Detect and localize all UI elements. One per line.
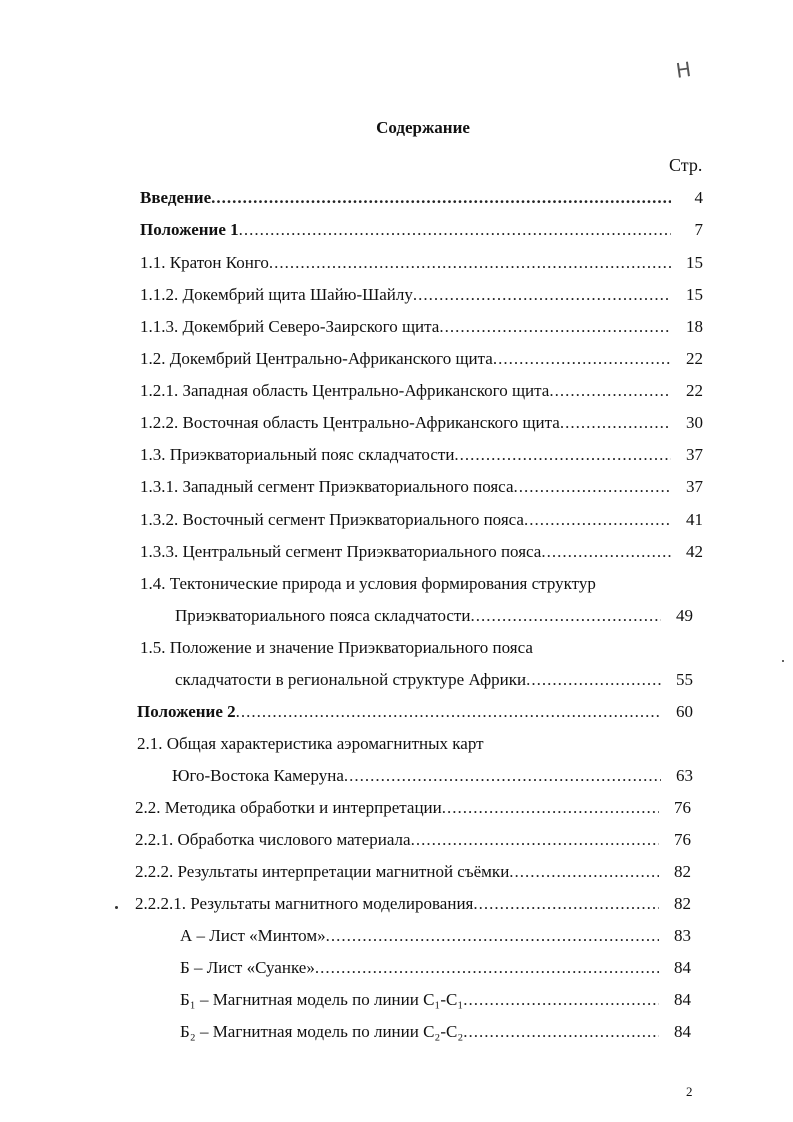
leader-dots — [239, 218, 671, 242]
leader-dots — [541, 540, 671, 564]
toc-entry-page: 76 — [674, 830, 691, 849]
toc-row — [140, 508, 703, 532]
toc-entry-text: 1.2.2. Восточная область Центрально-Африканского щита — [140, 413, 560, 432]
toc-row — [180, 988, 691, 1012]
leader-dots — [470, 604, 661, 628]
leader-dots — [526, 668, 661, 692]
toc-entry-text: 2.2.1. Обработка числового материала — [135, 830, 411, 849]
toc-entry-page: 37 — [686, 445, 703, 464]
toc-entry-page: 82 — [674, 894, 691, 913]
leader-dots — [493, 347, 671, 371]
toc-entry-text: 1.3. Приэкваториальный пояс складчатости — [140, 445, 455, 464]
toc-entry-page: 15 — [686, 253, 703, 272]
leader-dots — [463, 988, 659, 1012]
toc-row — [135, 860, 691, 884]
toc-row — [180, 956, 691, 980]
toc-row — [135, 796, 691, 820]
toc-entry-text: Б₁ – Магнитная модель по линии С₁-С₁ — [180, 990, 464, 1009]
toc-entry-continuation: Приэкваториального пояса складчатости — [175, 606, 471, 625]
toc-row — [140, 315, 703, 339]
leader-dots — [524, 508, 671, 532]
toc-entry-page: 22 — [686, 349, 703, 368]
toc-entry-text: 1.1. Кратон Конго — [140, 253, 269, 272]
toc-entry-text: 2.2.2. Результаты интерпретации магнитной съёмки — [135, 862, 510, 881]
toc-entry-page: 60 — [676, 702, 693, 721]
toc-entry-text: Б₂ – Магнитная модель по линии С₂-С₂ — [180, 1022, 464, 1041]
leader-dots — [454, 443, 671, 467]
toc-row — [172, 764, 693, 788]
toc-entry-page: 76 — [674, 798, 691, 817]
leader-dots — [269, 251, 671, 275]
toc-row — [135, 828, 691, 852]
toc-row — [180, 924, 691, 948]
toc-entry-page: 82 — [674, 862, 691, 881]
toc-entry-text: 1.2. Докембрий Центрально-Африканского щита — [140, 349, 493, 368]
toc-row — [140, 540, 703, 564]
leader-dots — [236, 700, 661, 724]
toc-entry-text: 1.2.1. Западная область Центрально-Африканского щита — [140, 381, 550, 400]
toc-row — [140, 186, 703, 210]
toc-entry-text: 1.1.2. Докембрий щита Шайю-Шайлу — [140, 285, 413, 304]
leader-dots — [514, 475, 672, 499]
leader-dots — [560, 411, 671, 435]
page-number: 2 — [686, 1084, 693, 1099]
toc-entry-text: Б – Лист «Суанке» — [180, 958, 315, 977]
toc-row — [140, 283, 703, 307]
leader-dots — [211, 186, 671, 210]
toc-entry-text: 2.2. Методика обработки и интерпретации — [135, 798, 442, 817]
leader-dots — [326, 924, 659, 948]
toc-entry-page: 30 — [686, 413, 703, 432]
toc-entry-continuation: складчатости в региональной структуре Африки — [175, 670, 527, 689]
toc-row — [140, 379, 703, 403]
toc-row — [140, 347, 703, 371]
toc-entry-page: 84 — [674, 990, 691, 1009]
toc-row — [140, 218, 703, 242]
toc-entry-continuation: Юго-Востока Камеруна — [172, 766, 344, 785]
toc-entry-page: 22 — [686, 381, 703, 400]
toc-entry-page: 84 — [674, 958, 691, 977]
toc-entry-text: 1.5. Положение и значение Приэкваториального пояса — [140, 638, 533, 657]
toc-entry-page: 83 — [674, 926, 691, 945]
toc-entry-text: Введение — [140, 188, 212, 207]
toc-entry-text: Положение 2 — [137, 702, 236, 721]
toc-row — [140, 475, 703, 499]
toc-entry-text: 1.3.2. Восточный сегмент Приэкваториального пояса — [140, 510, 524, 529]
leader-dots — [439, 315, 671, 339]
leader-dots — [413, 283, 671, 307]
toc-entry-page: 42 — [686, 542, 703, 561]
leader-dots — [549, 379, 671, 403]
toc-entry-page: 37 — [686, 477, 703, 496]
toc-row — [135, 892, 691, 916]
handwritten-mark: Н — [674, 57, 691, 83]
leader-dots — [473, 892, 659, 916]
toc-entry-page: 7 — [694, 220, 703, 239]
toc-entry-page: 84 — [674, 1022, 691, 1041]
toc-entry-text: 1.3.1. Западный сегмент Приэкваториального пояса — [140, 477, 514, 496]
toc-entry-page: 4 — [694, 188, 703, 207]
toc-entry-text: 1.1.3. Докембрий Северо-Заирского щита — [140, 317, 440, 336]
scan-speck — [115, 906, 118, 909]
leader-dots — [509, 860, 659, 884]
leader-dots — [411, 828, 659, 852]
toc-entry-text: 1.3.3. Центральный сегмент Приэкваториального пояса — [140, 542, 542, 561]
toc-entry-page: 63 — [676, 766, 693, 785]
toc-entry-page: 15 — [686, 285, 703, 304]
toc-row — [140, 251, 703, 275]
toc-row — [175, 604, 693, 628]
leader-dots — [442, 796, 659, 820]
leader-dots — [315, 956, 659, 980]
scan-speck — [782, 660, 784, 662]
page-column-header: Стр. — [669, 155, 703, 175]
page-title: Содержание — [376, 118, 470, 137]
toc-row — [180, 1020, 691, 1044]
toc-entry-page: 41 — [686, 510, 703, 529]
leader-dots — [463, 1020, 659, 1044]
toc-entry-page: 18 — [686, 317, 703, 336]
toc-entry-text: А – Лист «Минтом» — [180, 926, 326, 945]
toc-entry-page: 55 — [676, 670, 693, 689]
toc-row — [140, 443, 703, 467]
toc-entry-text: 2.1. Общая характеристика аэромагнитных карт — [137, 734, 484, 753]
toc-row — [175, 668, 693, 692]
toc-entry-text: 1.4. Тектонические природа и условия формирования структур — [140, 574, 596, 593]
toc-entry-text: 2.2.2.1. Результаты магнитного моделирования — [135, 894, 474, 913]
toc-row — [140, 411, 703, 435]
leader-dots — [344, 764, 661, 788]
toc-row — [137, 700, 693, 724]
toc-entry-page: 49 — [676, 606, 693, 625]
toc-entry-text: Положение 1 — [140, 220, 239, 239]
